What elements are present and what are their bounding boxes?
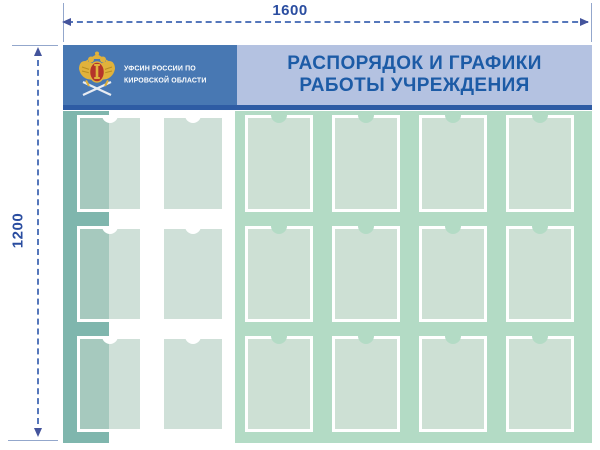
arrowhead-left-icon — [62, 18, 71, 26]
document-pocket — [332, 336, 400, 432]
org-name-line2: КИРОВСКОЙ ОБЛАСТИ — [124, 76, 207, 85]
document-pocket — [77, 115, 143, 212]
header-title-block — [237, 45, 592, 105]
document-pocket — [245, 115, 313, 212]
extension-line-top — [12, 45, 58, 46]
width-dimension-label: 1600 — [272, 2, 308, 19]
document-pocket — [77, 226, 143, 322]
document-pocket — [419, 115, 487, 212]
header-org-block — [63, 45, 237, 105]
extension-line-right — [591, 3, 592, 42]
width-dimension-line — [67, 21, 588, 23]
document-pocket — [161, 226, 225, 322]
height-dimension-label: 1200 — [9, 212, 27, 249]
right-pocket-grid — [245, 115, 574, 432]
document-pocket — [161, 115, 225, 212]
arrowhead-up-icon — [34, 47, 42, 56]
document-pocket — [419, 226, 487, 322]
document-pocket — [245, 226, 313, 322]
document-pocket — [77, 336, 143, 432]
document-pocket — [245, 336, 313, 432]
document-pocket — [506, 226, 574, 322]
arrowhead-right-icon — [580, 18, 589, 26]
stand-title-line2: РАБОТЫ УЧРЕЖДЕНИЯ — [299, 75, 530, 96]
height-dimension-line — [37, 50, 39, 434]
document-pocket — [161, 336, 225, 432]
extension-line-bottom — [8, 440, 58, 441]
stand-title-line1: РАСПОРЯДОК И ГРАФИКИ — [287, 53, 542, 74]
document-pocket — [419, 336, 487, 432]
information-stand-board — [63, 45, 592, 443]
document-pocket — [332, 226, 400, 322]
document-pocket — [506, 115, 574, 212]
left-pocket-grid — [77, 115, 225, 432]
arrowhead-down-icon — [34, 428, 42, 437]
org-name — [118, 63, 242, 87]
header-divider — [63, 105, 592, 110]
document-pocket — [506, 336, 574, 432]
document-pocket — [332, 115, 400, 212]
org-name-line1: УФСИН РОССИИ ПО — [124, 64, 196, 73]
fsin-eagle-emblem-icon — [76, 50, 118, 100]
